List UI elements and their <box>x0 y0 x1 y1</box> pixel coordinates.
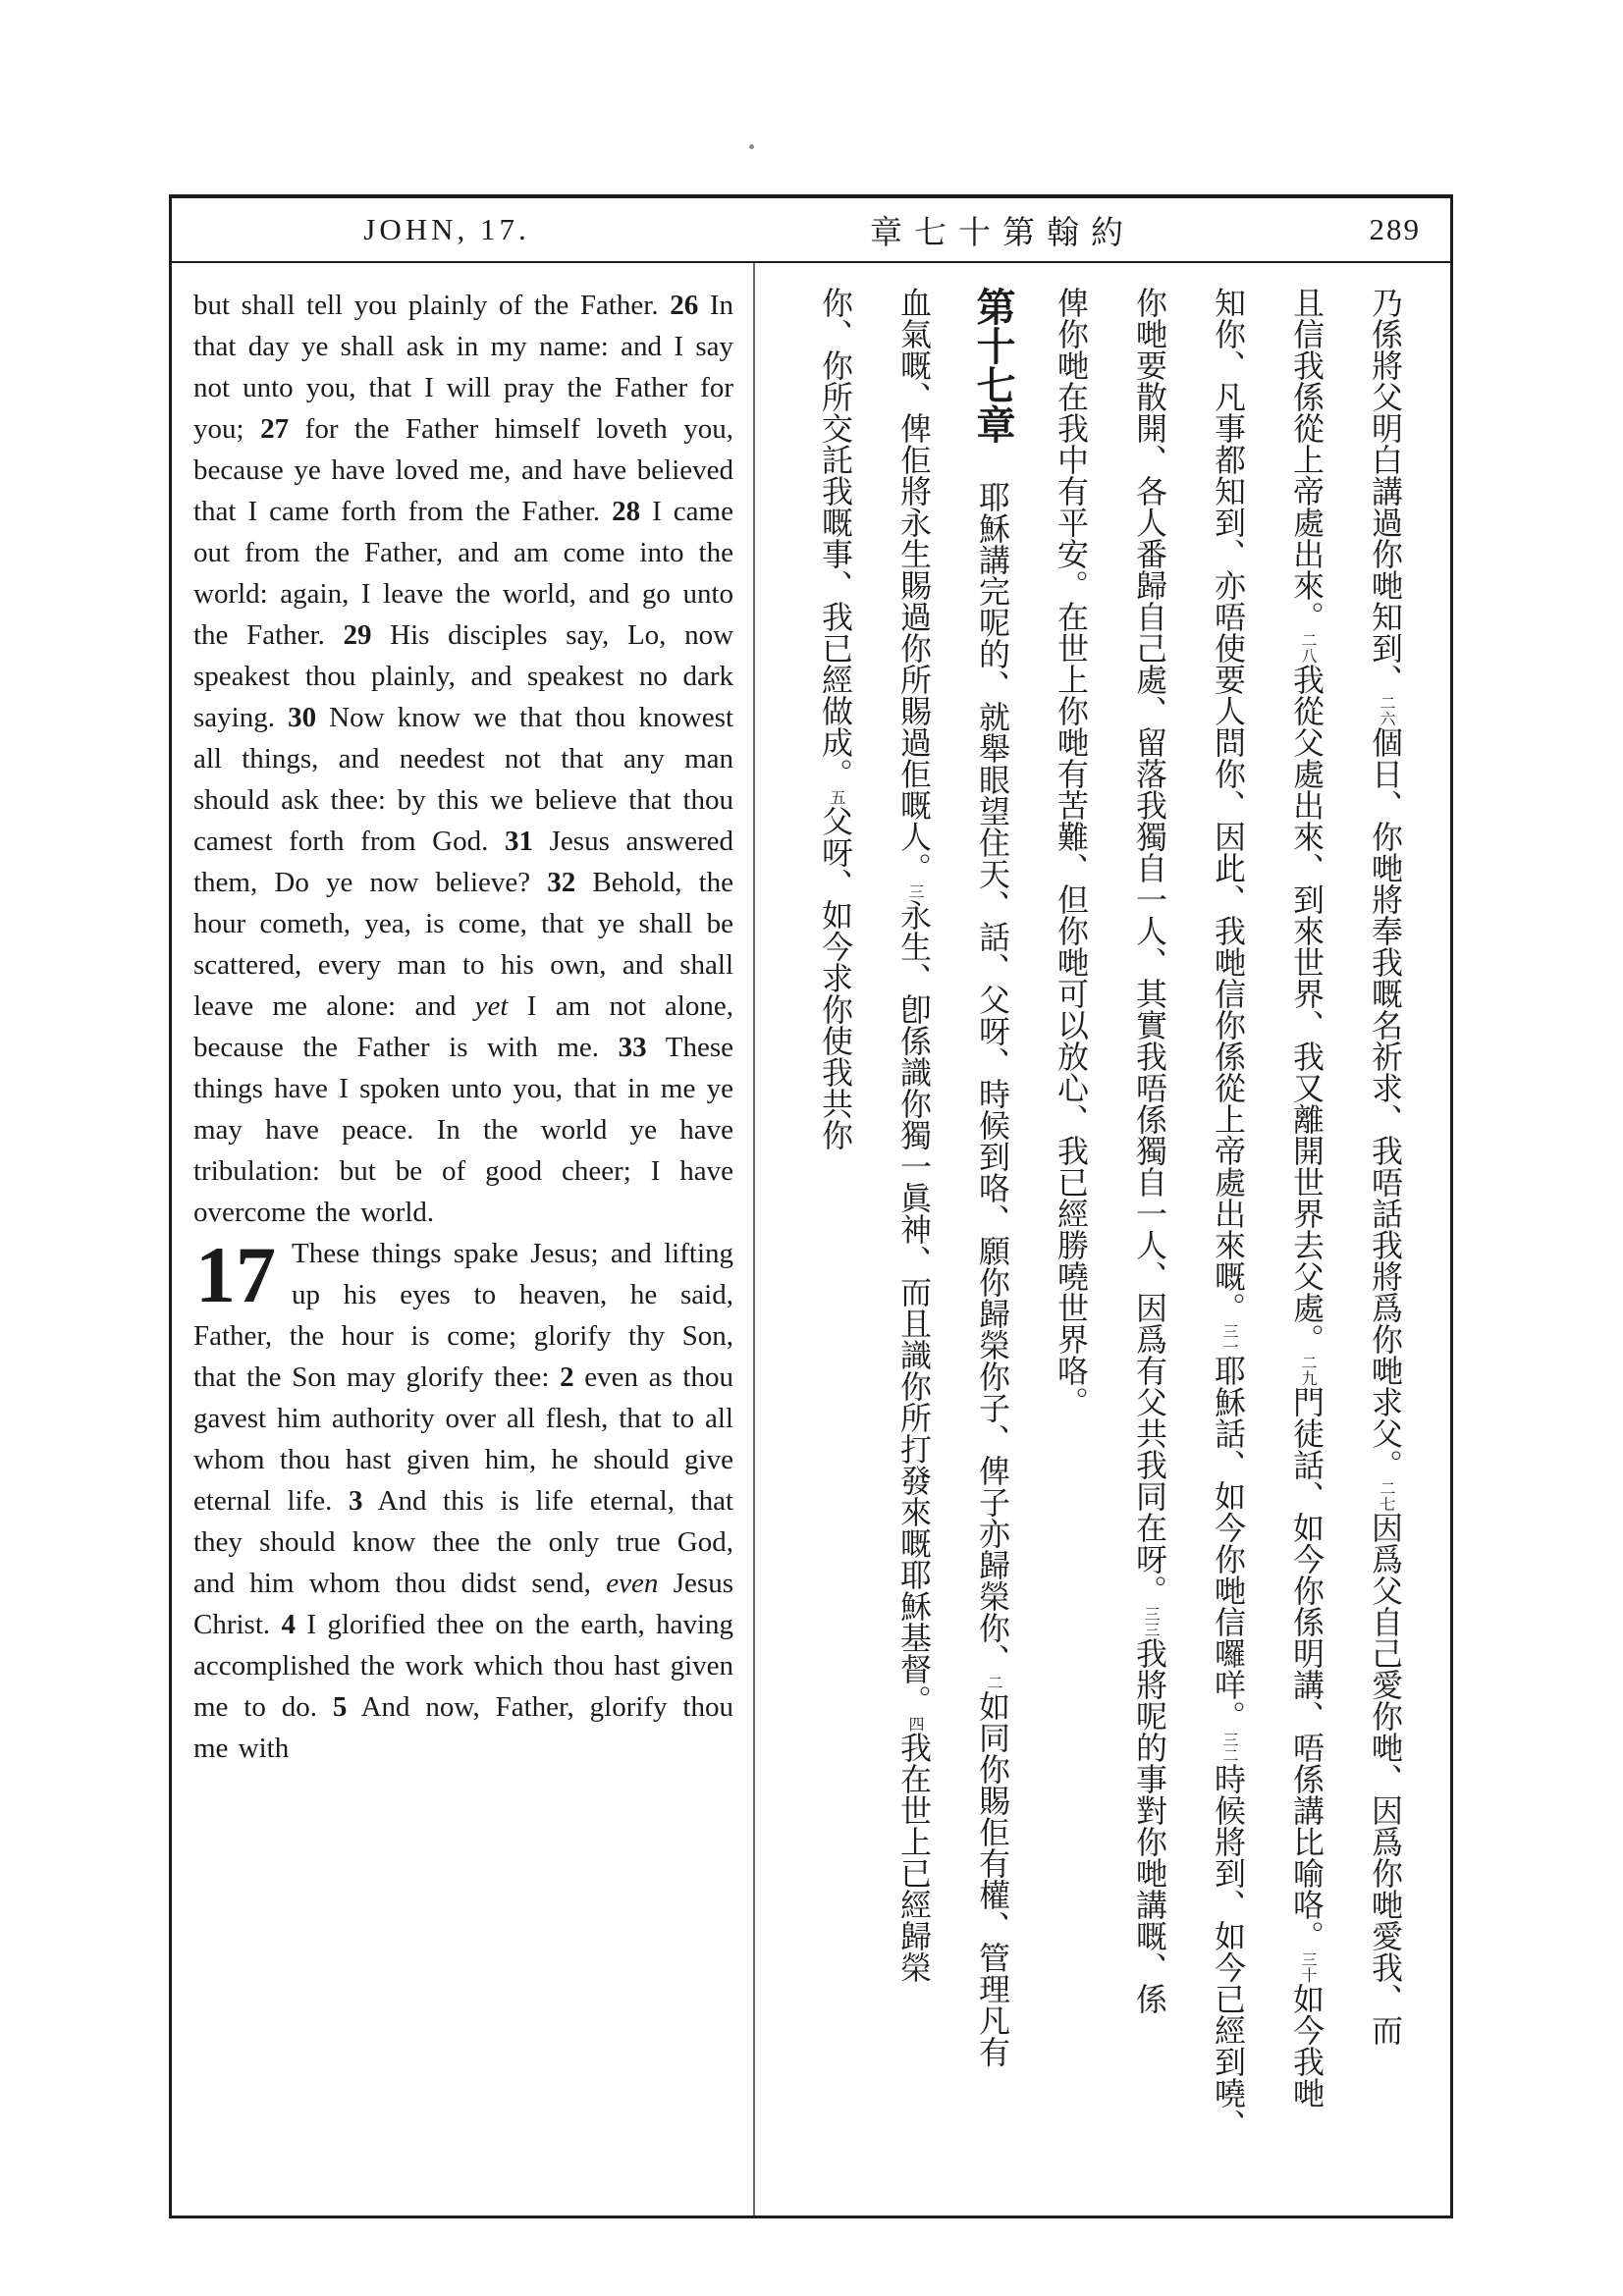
running-title-chinese: 章七十第翰約 <box>870 215 1135 251</box>
verse-text: 我在世上已經歸榮 <box>896 1732 932 1983</box>
verse-text: Behold, the hour cometh, yea, is come, that ye shall be scattered, every man to his own, and shall leave me alone: and <box>193 867 734 1022</box>
verse-text: These things have I spoken unto you, that in me ye may have peace. In the world ye have tribulation: but be of good cheer; I have overcome the world. <box>193 1032 733 1228</box>
verse-number: 32 <box>547 867 576 898</box>
verse-text: 父呀、如今求你使我共你 <box>818 805 853 1150</box>
verse-text: 且信我係從上帝處出來。 <box>1289 287 1325 632</box>
chapter-heading: 第十七章 <box>971 287 1015 444</box>
verse-text: Jesus answered them, Do ye now believe? <box>193 826 733 898</box>
verse-text: And this is life eternal, that they should know thee the only true God, and him whom thou didst send, <box>193 1485 733 1599</box>
verse-text: 如同你賜佢有權、管理凡有 <box>975 1690 1010 2067</box>
verse-number: 二八 <box>1299 632 1316 664</box>
chapter-number-dropcap: 17 <box>195 1230 276 1319</box>
verse-number: 4 <box>281 1609 297 1640</box>
verse-number: 3 <box>349 1485 363 1517</box>
verse-number: 31 <box>505 826 533 857</box>
verse-text: 如今我哋 <box>1289 1983 1325 2109</box>
verse-number: 二九 <box>1299 1355 1316 1386</box>
verse-text: I came out from the Father, and am come into the world: again, I leave the world, and go unto the Father. <box>193 496 733 651</box>
verse-text: 耶穌講完呢的、就舉眼望住天、話、父呀、時候到咯、願你歸榮你子、俾子亦歸榮你、 <box>975 481 1010 1675</box>
verse-text: Now know we that thou knowest all things, and needest not that any man should ask thee: by this we believe that thou camest forth from God. <box>193 702 734 857</box>
verse-number: 三一 <box>1220 1323 1237 1355</box>
english-text-column <box>172 263 753 2216</box>
verse-text: I glorified thee on the earth, having accomplished the work which thou hast given me to do. <box>193 1609 733 1723</box>
verse-number: 28 <box>612 496 641 527</box>
verse-text: His disciples say, Lo, now speakest thou plainly, and speakest no dark saying. <box>193 619 734 733</box>
italic-word: yet <box>474 990 509 1022</box>
verse-text: 永生、卽係識你獨一眞神、而且識你所打發來嘅耶穌基督。 <box>896 899 932 1716</box>
verse-number: 二 <box>985 1675 1001 1690</box>
verse-text: 耶穌話、如今你哋信囉咩。 <box>1211 1355 1246 1732</box>
italic-word: even <box>606 1568 659 1599</box>
verse-number: 三三 <box>1142 1606 1159 1637</box>
chinese-column <box>1268 287 1346 2196</box>
verse-text: 你哋要散開、各人番歸自己處、留落我獨自一人、其實我唔係獨自一人、因爲有父共我同在呀。 <box>1132 287 1167 1606</box>
verse-text: In that day ye shall ask in my name: and I say not unto you, that I will pray the Father for you; <box>193 290 733 445</box>
chinese-column <box>1032 287 1110 2196</box>
verse-number: 2 <box>560 1362 574 1393</box>
verse-text: These things spake Jesus; and lifting up his eyes to heaven, he said, Father, the hour is come; glorify thy Son, that the Son may glorify thee: <box>193 1238 733 1393</box>
page-frame <box>169 194 1453 2218</box>
verse-number: 26 <box>670 290 699 321</box>
chinese-column <box>1110 287 1189 2196</box>
verse-number: 三二 <box>1220 1732 1237 1763</box>
verse-text: 乃係將父明白講過你哋知到、 <box>1368 287 1403 695</box>
chinese-column <box>875 287 953 2196</box>
scan-artifact-dot <box>749 144 754 149</box>
verse-number: 三十 <box>1299 1951 1316 1983</box>
verse-text: 知你、凡事都知到、亦唔使要人問你、因此、我哋信你係從上帝處出來嘅。 <box>1211 287 1246 1323</box>
verse-number: 5 <box>332 1691 348 1723</box>
verse-number: 三 <box>906 883 923 899</box>
verse-number: 27 <box>260 413 290 445</box>
page-header <box>172 198 1450 263</box>
chinese-column <box>796 287 875 2196</box>
verse-number: 四 <box>906 1716 923 1732</box>
verse-text: 你、你所交託我嘅事、我已經做成。 <box>818 287 853 789</box>
verse-text: 我將呢的事對你哋講嘅、係 <box>1132 1637 1167 2014</box>
chinese-column <box>953 287 1032 2196</box>
verse-text: 個日、你哋將奉我嘅名祈求、我唔話我將爲你哋求父。 <box>1368 726 1403 1480</box>
verse-number: 二七 <box>1378 1480 1394 1512</box>
verse-text: I am not alone, because the Father is with me. <box>193 990 733 1063</box>
verse-text: for the Father himself loveth you, because ye have loved me, and have believed that I came forth from the Father. <box>193 413 733 527</box>
english-paragraph <box>193 285 733 1233</box>
verse-text: even as thou gavest him authority over all flesh, that to all whom thou hast given him, he should give eternal life. <box>193 1362 733 1517</box>
verse-number: 29 <box>343 619 372 651</box>
verse-text: 因爲父自己愛你哋、因爲你哋愛我、而 <box>1368 1512 1403 2046</box>
verse-number: 33 <box>618 1032 647 1063</box>
verse-number: 30 <box>288 702 317 733</box>
chinese-text-section <box>755 263 1450 2216</box>
verse-number: 二六 <box>1378 695 1394 726</box>
verse-text: 時候將到、如今已經到嘵、 <box>1211 1763 1246 2140</box>
verse-number: 五 <box>828 789 844 805</box>
verse-text: 我從父處出來、到來世界、我又離開世界去父處。 <box>1289 664 1325 1355</box>
chinese-column <box>1189 287 1268 2196</box>
page-content <box>172 263 1450 2216</box>
english-paragraph <box>193 1230 733 1769</box>
page-number: 289 <box>1369 212 1421 246</box>
verse-text: Jesus Christ. <box>193 1568 733 1640</box>
chinese-column <box>1346 287 1425 2196</box>
verse-text: And now, Father, glorify thou me with <box>193 1691 733 1764</box>
verse-text: 血氣嘅、俾佢將永生賜過你所賜過佢嘅人。 <box>896 287 932 883</box>
running-title-english: JOHN, 17. <box>363 212 530 246</box>
verse-text: 俾你哋在我中有平安。在世上你哋有苦難、但你哋可以放心、我已經勝嘵世界咯。 <box>1054 287 1089 1417</box>
verse-text: but shall tell you plainly of the Father. <box>193 290 671 321</box>
verse-text: 門徒話、如今你係明講、唔係講比喻咯。 <box>1289 1386 1325 1951</box>
